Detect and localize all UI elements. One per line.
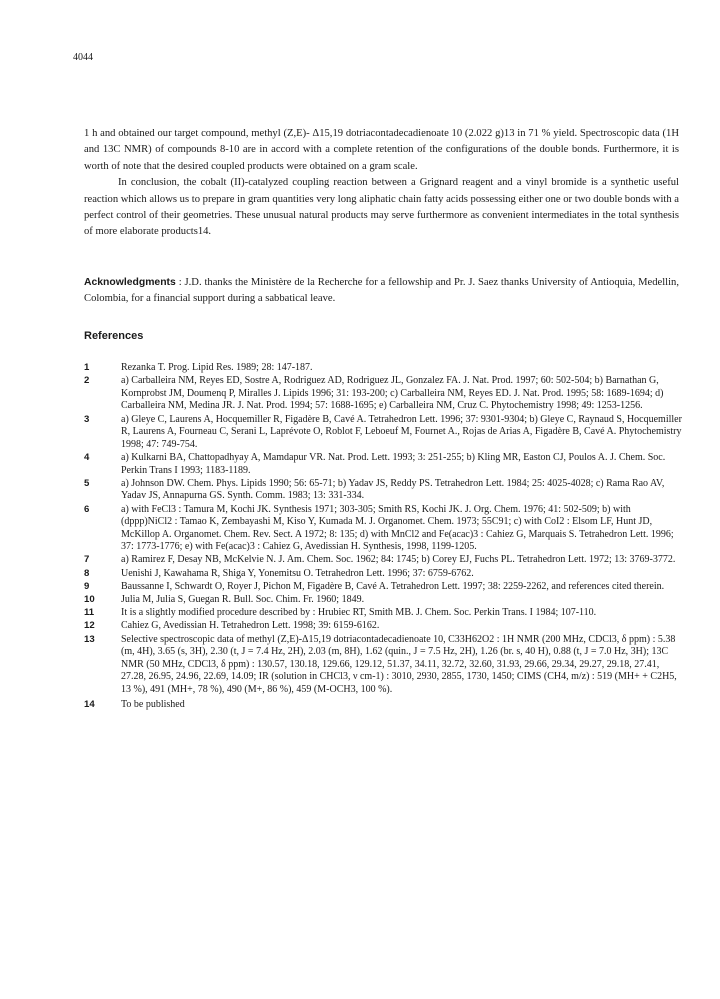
reference-number: 2 [84, 375, 90, 387]
reference-item [84, 581, 684, 594]
reference-number: 9 [84, 580, 90, 592]
reference-item [84, 634, 684, 697]
reference-item [84, 620, 684, 633]
acknowledgments-text: : J.D. thanks the Ministère de la Recherche for a fellowship and Pr. J. Saez thanks University of Antioquia, Medellin, Colombia, for a financial support during a sabbatical leave. [84, 277, 679, 305]
paragraph-results: 1 h and obtained our target compound, methyl (Z,E)- Δ15,19 dotriacontadecadienoate 10 (2.022 g)13 in 71 % yield. Spectroscopic data (1H and 13C NMR) of compounds 8-10 are in accord with a complete retention of the configurations of the double bonds. Furthermore, it is worth of note that the desired coupled products were obtained on a gram scale. [84, 128, 679, 172]
reference-item [84, 594, 684, 607]
reference-number: 11 [84, 607, 95, 619]
reference-text: It is a slightly modified procedure described by : Hrubiec RT, Smith MB. J. Chem. Soc. Perkin Trans. I 1984; 107-110. [121, 607, 597, 619]
reference-number: 13 [84, 633, 95, 645]
reference-number: 4 [84, 451, 90, 463]
reference-number: 1 [84, 362, 90, 373]
reference-item [84, 414, 684, 452]
paragraph-conclusion: In conclusion, the cobalt (II)-catalyzed coupling reaction between a Grignard reagent and a vinyl bromide is a synthetic useful reaction which allows us to prepare in gram quantities very long aliphatic chain fatty acids possessing either one or two double bonds with a perfect control of their geometries. These unusual natural products may serve furthermore as convenient intermediates in the total synthesis of more elaborate products14. [84, 177, 679, 238]
reference-text: a) Kulkarni BA, Chattopadhyay A, Mamdapur VR. Nat. Prod. Lett. 1993; 3: 251-255; b) Kling MR, Easton CJ, Poulos A. J. Chem. Soc. Perkin Trans I 1993; 1183-1189. [121, 451, 666, 476]
reference-item [84, 699, 684, 712]
body-text [84, 126, 679, 241]
reference-text: To be published [121, 698, 185, 710]
reference-item [84, 554, 684, 567]
reference-text: a) Gleye C, Laurens A, Hocquemiller R, Figadère B, Cavé A. Tetrahedron Lett. 1996; 37: 9301-9304; b) Gleye C, Raynaud S, Hocquemiller R, Laurens A, Fourneau C, Serani L, Laprévote O, Roblot F, Leboeuf M, Fournet A., Rojas de Arias A, Figadère B, Cavé A. Phytochemistry 1998; 47: 749-754. [121, 413, 682, 450]
reference-number: 8 [84, 567, 90, 579]
reference-item [84, 504, 684, 554]
reference-number: 10 [84, 594, 95, 606]
reference-text: Selective spectroscopic data of methyl (Z,E)-Δ15,19 dotriacontadecadienoate 10, C33H62O2 : 1H NMR (200 MHz, CDCl3, δ ppm) : 5.38 (m, 4H), 3.65 (s, 3H), 2.30 (t, J = 7.4 Hz, 2H), 2.03 (m, 8H), 1.62 (quin., J = 7.5 Hz, 2H), 1.26 (br. s, 40 H), 0.88 (t, J = 7.0 Hz, 3H); 13C NMR (50 MHz, CDCl3, δ ppm) : 130.57, 130.18, 129.66, 129.12, 51.37, 34.11, 32.72, 32.60, 31.93, 29.66, 29.34, 29.27, 29.18, 27.41, 27.28, 26.95, 24.96, 22.69, 14.09; IR (solution in CHCl3, ν cm-1) : 3010, 2930, 2855, 1730, 1450; CIMS (CH4, m/z) : 519 (MH+ + C2H5, 13 %), 491 (MH+, 78 %), 490 (M+, 86 %), 459 (M-OCH3, 100 %). [121, 633, 677, 695]
reference-text: a) Johnson DW. Chem. Phys. Lipids 1990; 56: 65-71; b) Yadav JS, Reddy PS. Tetrahedron Lett. 1984; 25: 4025-4028; c) Rama Rao AV, Yadav JS, Annapurna GS. Synth. Comm. 1983; 13: 331-334. [121, 477, 665, 502]
reference-text: a) with FeCl3 : Tamura M, Kochi JK. Synthesis 1971; 303-305; Smith RS, Kochi JK. J. Org. Chem. 1976; 41: 502-509; b) with (dppp)NiCl2 : Tamao K, Zembayashi M, Kiso Y, Kumada M. J. Organomet. Chem. 1973; 55C91; c) with CoI2 : Elsom LF, Hunt JD, McKillop A. Organomet. Chem. Rev. Sect. A 1972; 8: 135; d) with MnCl2 and Fe(acac)3 : Cahiez G, Marquais S. Tetrahedron Lett. 1996; 37: 1773-1776; e) with Fe(acac)3 : Cahiez G, Avedissian H. Synthesis, 1998, 1199-1205. [121, 503, 674, 553]
reference-text: a) Carballeira NM, Reyes ED, Sostre A, Rodriguez AD, Rodriguez JL, Gonzalez FA. J. Nat. Prod. 1997; 60: 502-504; b) Barnathan G, Kornprobst JM, Doumenq P, Miralles J. Lipids 1996; 31: 193-200; c) Carballeira NM, Reyes ED. J. Nat. Prod. 1995; 58: 1689-1694; d) Carballeira NM, Medina JR. J. Nat. Prod. 1994; 57: 1688-1695; e) Carballeira NM, Cruz C. Phytochemistry 1998; 49: 1253-1256. [121, 375, 664, 412]
reference-item [84, 568, 684, 581]
page-number: 4044 [73, 52, 93, 63]
reference-number: 14 [84, 698, 95, 710]
reference-text: a) Ramirez F, Desay NB, McKelvie N. J. Am. Chem. Soc. 1962; 84: 1745; b) Corey EJ, Fuchs PL. Tetrahedron Lett. 1972; 13: 3769-3772. [121, 554, 676, 566]
acknowledgments [84, 275, 679, 308]
reference-number: 12 [84, 620, 95, 632]
acknowledgments-heading: Acknowledgments [84, 277, 176, 288]
reference-number: 3 [84, 413, 90, 425]
reference-text: Cahiez G, Avedissian H. Tetrahedron Lett. 1998; 39: 6159-6162. [121, 620, 380, 632]
reference-text: Baussanne I, Schwardt O, Royer J, Pichon M, Figadère B, Cavé A. Tetrahedron Lett. 1997; 38: 2259-2262, and references cited therein. [121, 580, 665, 592]
reference-text: Julia M, Julia S, Guegan R. Bull. Soc. Chim. Fr. 1960; 1849. [121, 594, 365, 606]
reference-number: 7 [84, 554, 90, 566]
reference-number: 5 [84, 477, 90, 489]
reference-item [84, 362, 684, 375]
reference-text: Rezanka T. Prog. Lipid Res. 1989; 28: 147-187. [121, 362, 313, 373]
reference-text: Uenishi J, Kawahama R, Shiga Y, Yonemitsu O. Tetrahedron Lett. 1996; 37: 6759-6762. [121, 567, 474, 579]
reference-list [84, 362, 684, 712]
references-heading: References [84, 330, 144, 342]
reference-number: 6 [84, 503, 90, 515]
reference-item [84, 478, 684, 503]
reference-item [84, 452, 684, 477]
reference-item [84, 375, 684, 413]
reference-item [84, 607, 684, 620]
